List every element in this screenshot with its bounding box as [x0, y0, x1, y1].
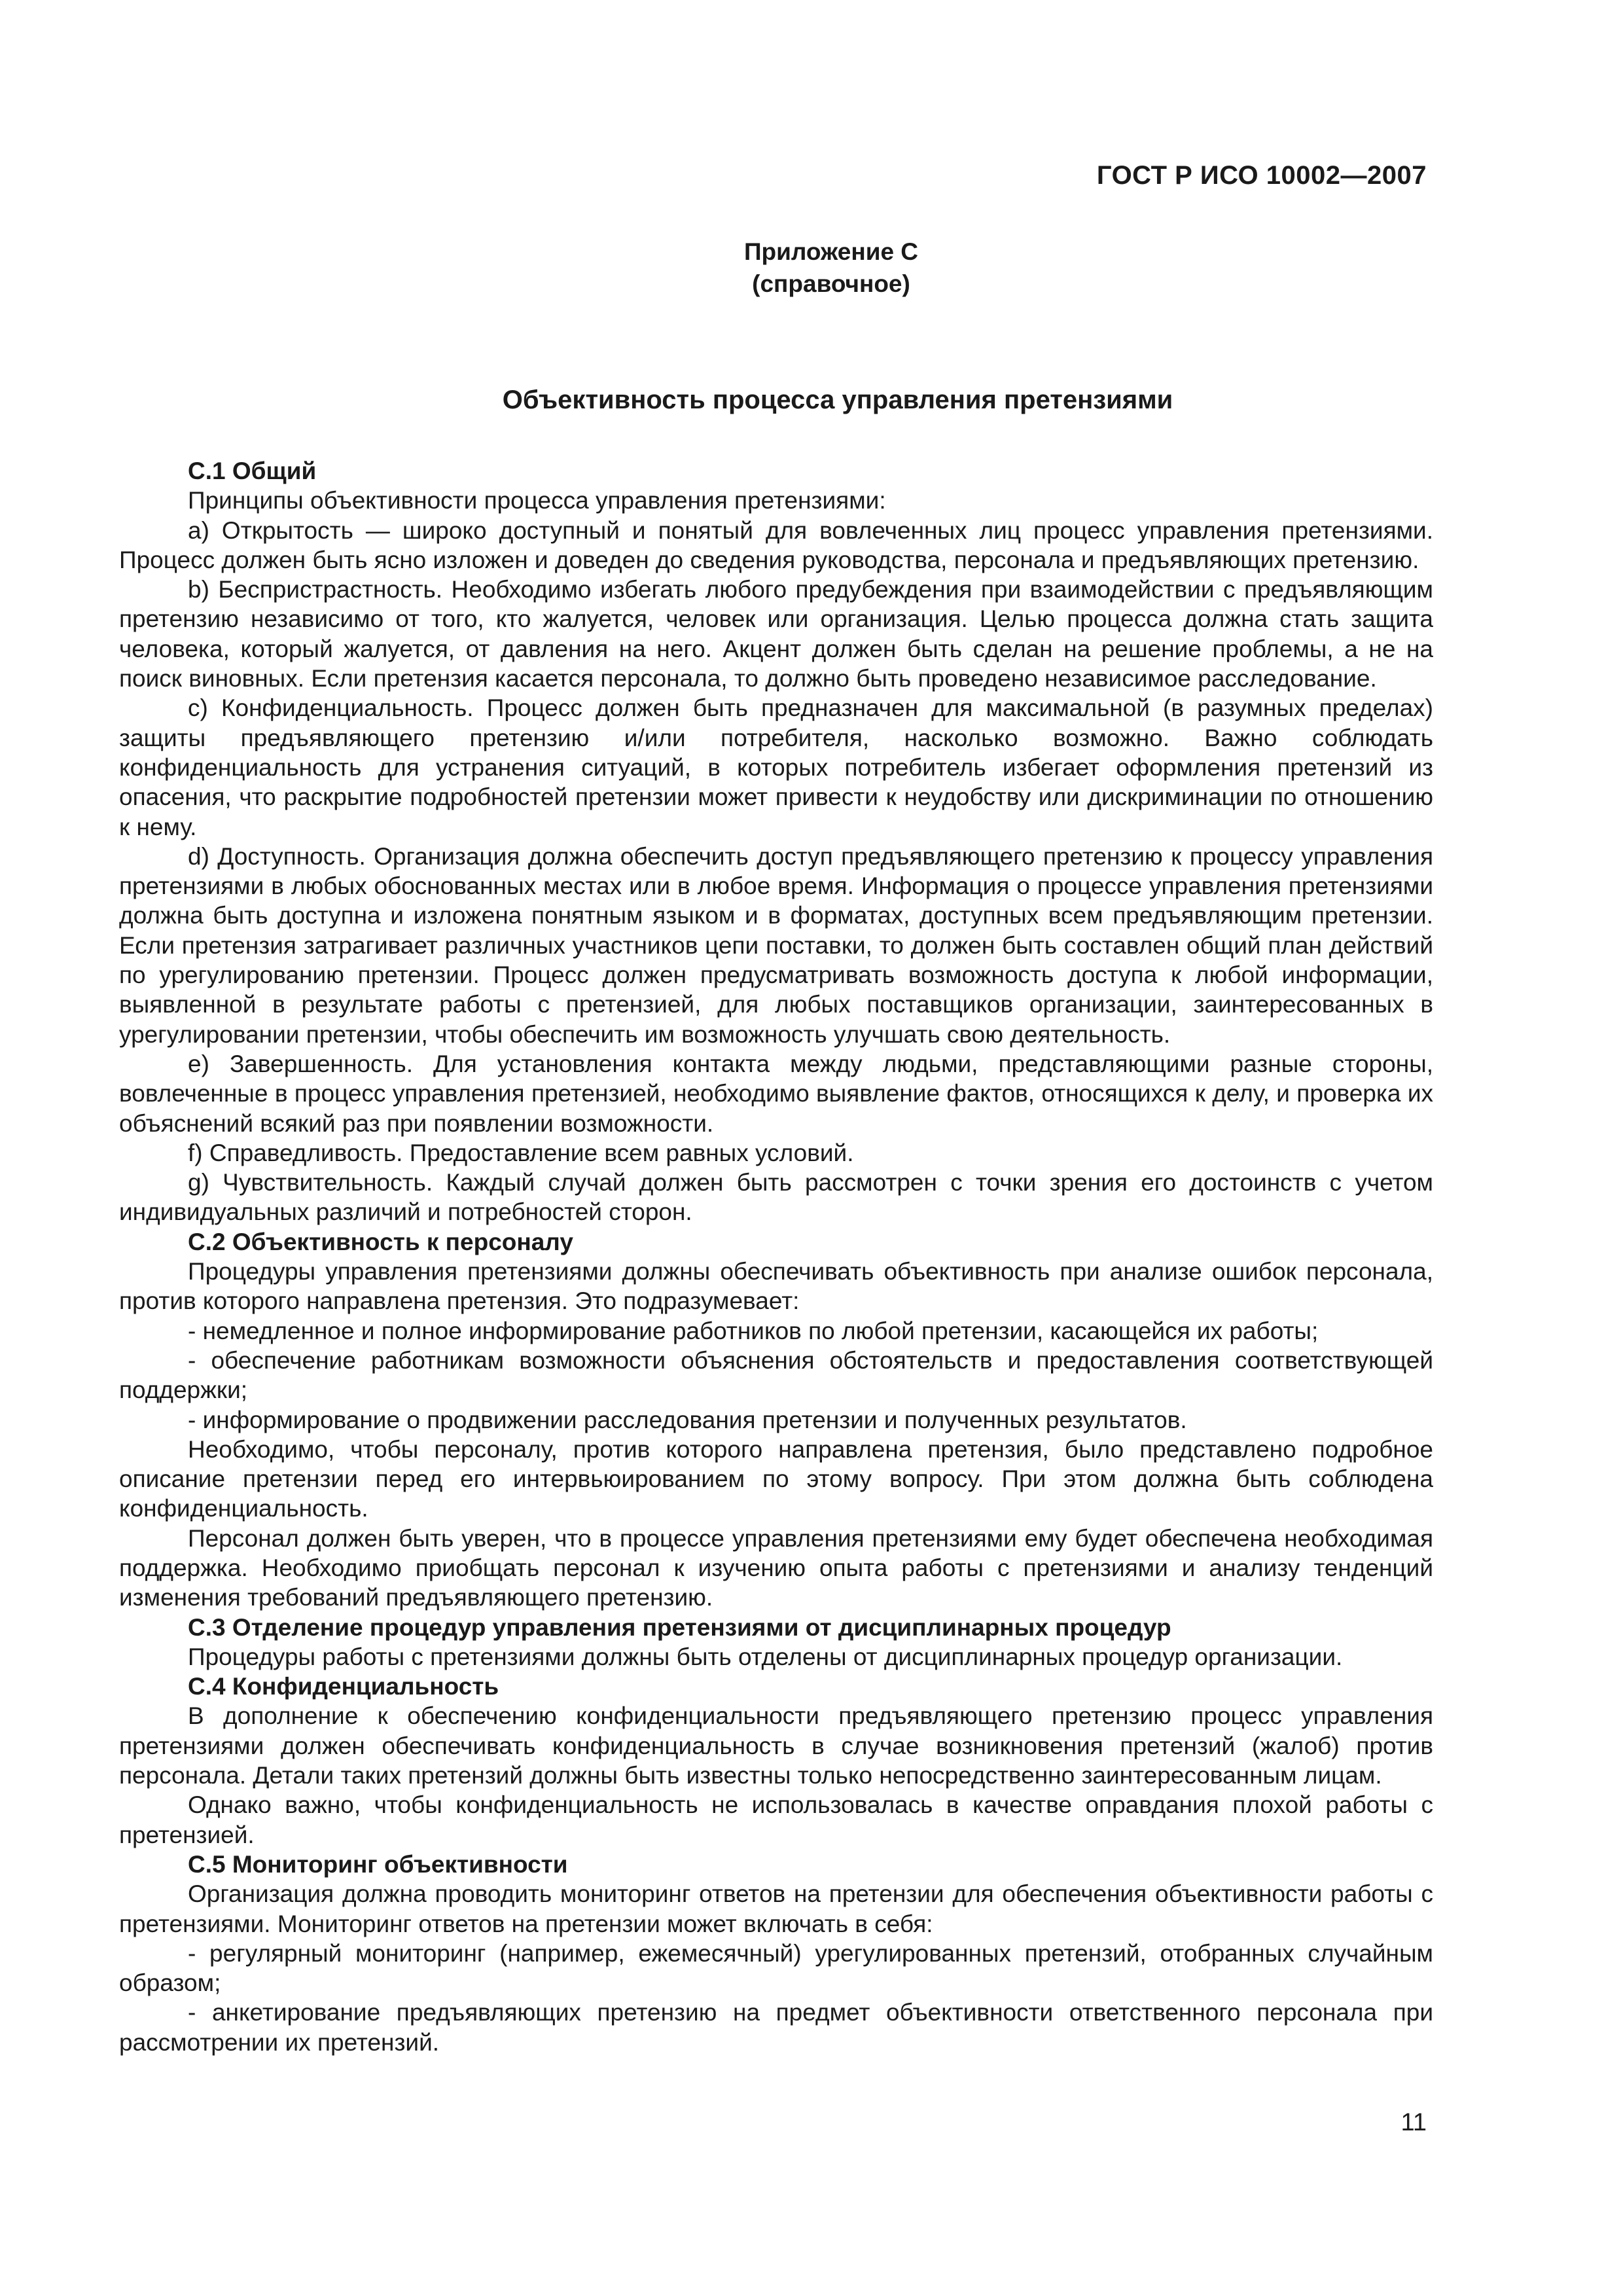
paragraph: f) Справедливость. Предоставление всем равных условий.	[188, 1139, 854, 1166]
appendix-label	[0, 236, 1623, 300]
paragraph: Процедуры управления претензиями должны обеспечивать объективность при анализе ошибок персонала, против которого направлена претензия. Это подразумевает:	[119, 1258, 1433, 1315]
paragraph: Организация должна проводить мониторинг ответов на претензии для обеспечения объективности работы с претензиями. Мониторинг ответов на претензии может включать в себя:	[119, 1880, 1433, 1937]
section-heading-c5: С.5 Мониторинг объективности	[188, 1850, 568, 1878]
section-heading-c3: С.3 Отделение процедур управления претензиями от дисциплинарных процедур	[188, 1613, 1171, 1641]
page-number: 11	[1400, 2109, 1427, 2136]
list-item: - анкетирование предъявляющих претензию на предмет объективности ответственного персонала при рассмотрении их претензий.	[119, 1999, 1433, 2056]
section-heading-c1: С.1 Общий	[188, 457, 317, 484]
paragraph: Однако важно, чтобы конфиденциальность не использовалась в качестве оправдания плохой работы с претензией.	[119, 1791, 1433, 1848]
paragraph: b) Беспристрастность. Необходимо избегать любого предубеждения при взаимодействии с предъявляющим претензию независимо от того, кто жалуется, человек или организация. Целью процесса должна стать защита человека, который жалуется, от давления на него. Акцент должен быть сделан на решение проблемы, а не на поиск виновных. Если претензия касается персонала, то должно быть проведено независимое расследование.	[119, 576, 1433, 692]
paragraph: Процедуры работы с претензиями должны быть отделены от дисциплинарных процедур организации.	[188, 1643, 1343, 1670]
list-item: - информирование о продвижении расследования претензии и полученных результатов.	[188, 1406, 1187, 1433]
paragraph: c) Конфиденциальность. Процесс должен быть предназначен для максимальной (в разумных пределах) защиты предъявляющего претензию и/или потребителя, насколько возможно. Важно соблюдать конфиденциальность для устранения ситуаций, в которых потребитель избегает оформления претензий из опасения, что раскрытие подробностей претензии может привести к неудобству или дискриминации по отношению к нему.	[119, 694, 1433, 840]
list-item: - обеспечение работникам возможности объяснения обстоятельств и предоставления соответствующей поддержки;	[119, 1346, 1433, 1404]
paragraph: e) Завершенность. Для установления контакта между людьми, представляющими разные стороны, вовлеченные в процесс управления претензией, необходимо выявление фактов, относящихся к делу, и проверка их объяснений всякий раз при появлении возможности.	[119, 1050, 1433, 1137]
document-body	[119, 456, 1433, 2057]
document-code: ГОСТ Р ИСО 10002—2007	[1096, 161, 1427, 190]
paragraph: Персонал должен быть уверен, что в процессе управления претензиями ему будет обеспечена необходимая поддержка. Необходимо приобщать персонал к изучению опыта работы с претензиями и анализу тенденций изменения требований предъявляющего претензию.	[119, 1524, 1433, 1611]
appendix-type: (справочное)	[752, 270, 910, 297]
paragraph: g) Чувствительность. Каждый случай должен быть рассмотрен с точки зрения его достоинств с учетом индивидуальных различий и потребностей сторон.	[119, 1169, 1433, 1226]
section-heading-c2: С.2 Объективность к персоналу	[188, 1228, 573, 1255]
section-heading-c4: С.4 Конфиденциальность	[188, 1673, 499, 1700]
paragraph: Необходимо, чтобы персоналу, против которого направлена претензия, было представлено подробное описание претензии перед его интервьюированием по этому вопросу. При этом должна быть соблюдена конфиденциальность.	[119, 1435, 1433, 1522]
page-title: Объективность процесса управления претензиями	[502, 386, 1173, 414]
paragraph: Принципы объективности процесса управления претензиями:	[188, 487, 886, 514]
appendix-title: Приложение С	[743, 238, 919, 265]
paragraph: d) Доступность. Организация должна обеспечить доступ предъявляющего претензию к процессу управления претензиями в любых обоснованных местах или в любое время. Информация о процессе управления претензиями должна быть доступна и изложена понятным языком и в форматах, доступных всем предъявляющим претензии. Если претензия затрагивает различных участников цепи поставки, то должен быть составлен общий план действий по урегулированию претензии. Процесс должен предусматривать возможность доступа к любой информации, выявленной в результате работы с претензией, для любых поставщиков организации, заинтересованных в урегулировании претензии, чтобы обеспечить им возможность улучшать свою деятельность.	[119, 842, 1433, 1048]
list-item: - регулярный мониторинг (например, ежемесячный) урегулированных претензий, отобранных случайным образом;	[119, 1939, 1433, 1997]
paragraph: a) Открытость — широко доступный и понятый для вовлеченных лиц процесс управления претензиями. Процесс должен быть ясно изложен и доведен до сведения руководства, персонала и предъявляющих претензию.	[119, 516, 1433, 573]
paragraph: В дополнение к обеспечению конфиденциальности предъявляющего претензию процесс управления претензиями должен обеспечивать конфиденциальность в случае возникновения претензий (жалоб) против персонала. Детали таких претензий должны быть известны только непосредственно заинтересованным лицам.	[119, 1702, 1433, 1789]
list-item: - немедленное и полное информирование работников по любой претензии, касающейся их работы;	[188, 1317, 1319, 1344]
